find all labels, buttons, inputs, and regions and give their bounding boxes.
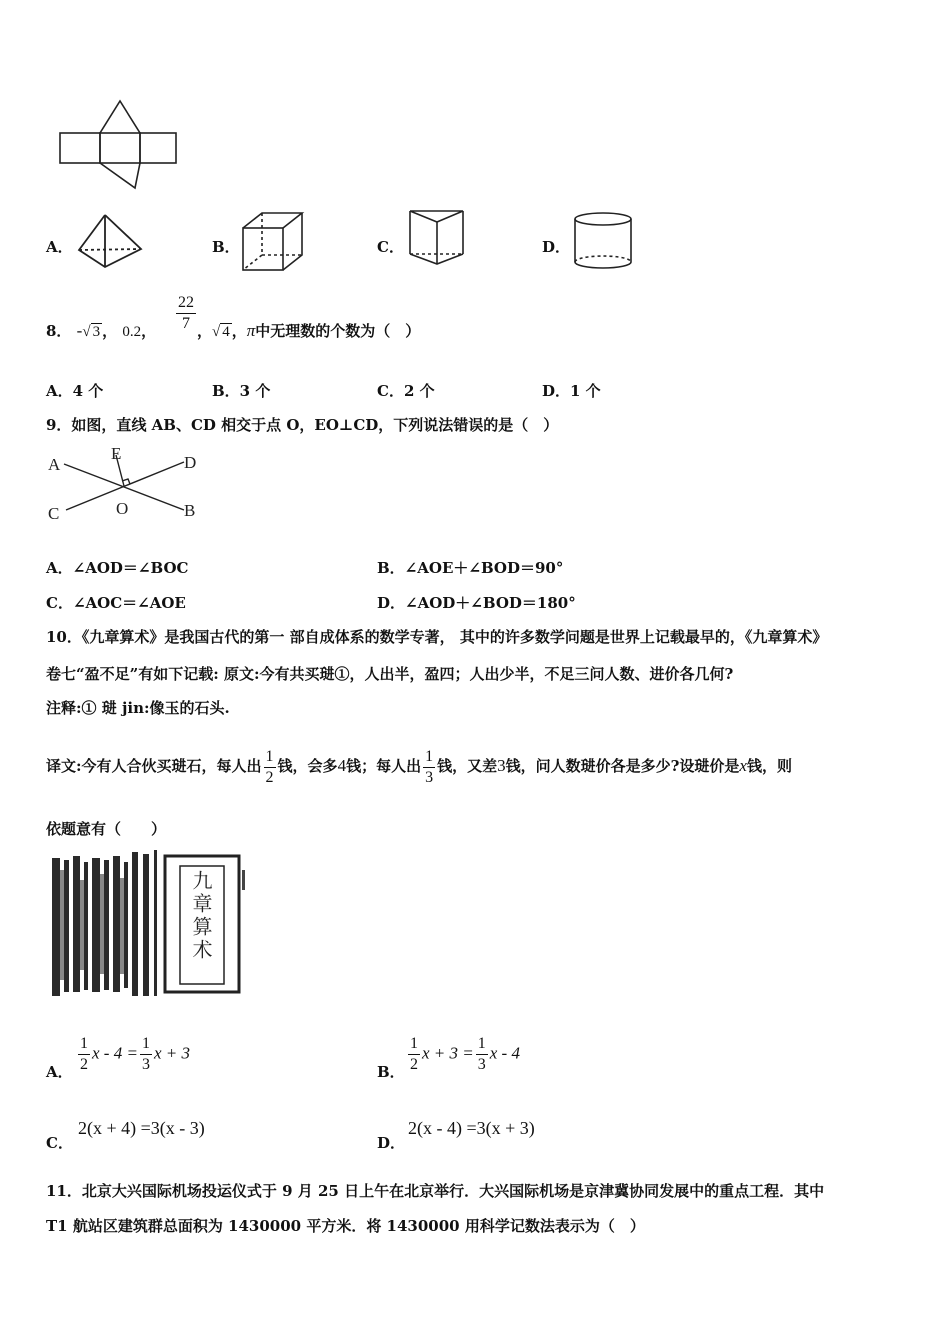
q7-option-c-label: C． (377, 238, 404, 256)
q7-option-b-label: B． (212, 238, 240, 256)
tetrahedron-icon (75, 212, 145, 272)
q8-option-d: D．1 个 (542, 382, 601, 400)
q10-option-b-equation: $\frac{1}{2}$ x + 3 = $\frac{1}{3}$ x - 4 (410, 1035, 520, 1073)
book-photo (50, 850, 246, 998)
triangular-prism-icon (405, 208, 469, 268)
q7-option-d-label: D． (542, 238, 571, 256)
q8-option-b: B．3 个 (212, 382, 271, 400)
q10-third: $\frac{1}{3}$ (425, 747, 434, 786)
q10-line2: 卷七“盈不足”有如下记载: 原文:今有共买琎①，人出半，盈四；人出少半，不足三问人数、进价各几何? (46, 665, 734, 683)
q9-option-b: B．∠AOE＋∠BOD＝90° (377, 559, 564, 577)
q8-stem: 8． -√ 3 ， 0.2， (46, 321, 157, 340)
q11-line1: 11．北京大兴国际机场投运仪式于 9 月 25 日上午在北京举行．大兴国际机场是京津冀协同发展中的重点工程．其中 (46, 1182, 825, 1200)
q10-option-c-label: C． (46, 1134, 73, 1152)
label-c: C (48, 504, 60, 523)
label-a: A (48, 455, 61, 474)
q9-option-d: D．∠AOD＋∠BOD＝180° (377, 594, 576, 612)
q10-half: $\frac{1}{2}$ (265, 747, 274, 786)
q10-option-a-equation: $\frac{1}{2}$ x - 4 = $\frac{1}{3}$ x + 3 (80, 1035, 190, 1073)
q8-option-c: C．2 个 (377, 382, 435, 400)
q7-option-a-label: A． (46, 238, 73, 256)
prism-net-figure (55, 98, 185, 193)
cylinder-icon (570, 210, 636, 274)
q8-stem-tail: ，√ 4 ，π中无理数的个数为（ ） (197, 321, 421, 340)
q10-option-d-equation: 2(x - 4) =3(x + 3) (408, 1118, 535, 1138)
q9-stem: 9．如图，直线 AB、CD 相交于点 O，EO⊥CD，下列说法错误的是（ ） (46, 416, 559, 434)
q9-option-a: A．∠AOD＝∠BOC (46, 559, 189, 577)
label-e: E (111, 444, 122, 463)
q8-fraction-22-7: $\frac{22}{7}$ (178, 294, 194, 332)
label-o: O (116, 499, 129, 518)
q10-option-b-label: B． (377, 1063, 405, 1081)
q10-option-c-equation: 2(x + 4) =3(x - 3) (78, 1118, 205, 1138)
q10-note: 注释:① 琎 jin:像玉的石头. (46, 699, 230, 717)
q9-option-c: C．∠AOC＝∠AOE (46, 594, 186, 612)
q10-line1: 10．《九章算术》是我国古代的第一 部自成体系的数学专著， 其中的许多数学问题是世界上记载最早的，《九章算术》 (46, 628, 828, 646)
q11-line2: T1 航站区建筑群总面积为 1430000 平方米．将 1430000 用科学记数法表示为（ ） (46, 1217, 645, 1235)
book-title: 九章算术 (189, 870, 213, 962)
q10-prompt: 依题意有（ ） (46, 820, 167, 838)
q8-option-a: A．4 个 (46, 382, 104, 400)
label-b: B (184, 501, 196, 520)
q8-sqrt3: 3 (92, 324, 101, 340)
cube-icon (240, 210, 308, 274)
q10-translation: 译文:今有人合伙买琎石，每人出 $\frac{1}{2}$ 钱，会多4钱；每人出 $\frac{1}{3}$ 钱，又差3钱，问人数琎价各是多少?设琎价是x钱，则 (46, 747, 792, 786)
label-d: D (184, 453, 197, 472)
q10-option-a-label: A． (46, 1063, 73, 1081)
intersecting-lines-figure (44, 442, 214, 524)
q10-option-d-label: D． (377, 1134, 406, 1152)
